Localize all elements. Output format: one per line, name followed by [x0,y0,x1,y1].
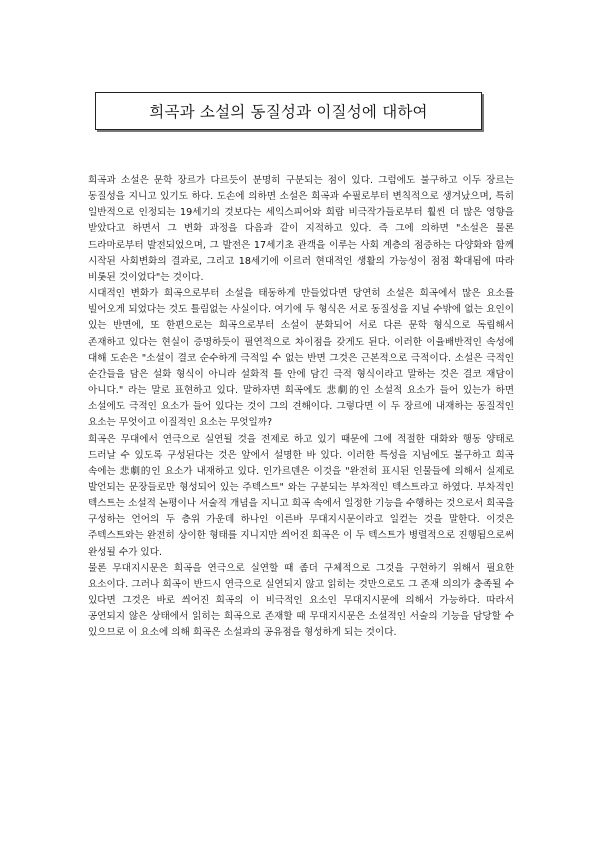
paragraph-4: 물론 무대지시문은 희곡을 연극으로 실연할 때 좀더 구체적으로 그것을 구현하기 위해서 필요한 요소이다. 그러나 희곡이 반드시 연극으로 실연되지 않고 읽히는 것만으로도 그 존재 의의가 충족될 수 있다면 그것은 바로 씌어진 희곡의 이 비극적인 요소인 무대지시문에 의해서 가능하다. 따라서 공연되지 않은 상태에서 읽히는 희곡으로 존재할 때 무대지시문은 소설적인 서술의 기능을 담당할 수 있으므로 이 요소에 의해 희곡은 소설과의 공유점을 형성하게 되는 것이다. [88,562,514,639]
paragraph-3: 희곡은 무대에서 연극으로 실연될 것을 전제로 하고 있기 때문에 그에 적절한 대화와 행동 양태로 드러날 수 있도록 구성된다는 것은 앞에서 설명한 바 있다. 이러한 특성을 지님에도 불구하고 희곡 속에는 悲劇的인 요소가 내재하고 있다. 인가르덴은 이것을 "완전히 표시된 인물들에 의해서 실제로 발언되는 문장들로만 형성되어 있는 주텍스트" 와는 구분되는 부차적인 텍스트라고 하였다. 부차적인 텍스트는 소설적 논평이나 서술적 개념을 지니고 희곡 속에서 일정한 기능을 수행하는 것으로서 희곡을 구성하는 언어의 두 층위 가운데 하나인 이른바 무대지시문이라고 일컫는 것을 말한다. 이것은 주텍스트와는 완전히 상이한 형태를 지니지만 씌어진 희곡은 이 두 텍스트가 병렬적으로 진행됨으로써 완성될 수가 있다. [88,433,515,558]
paragraph-1: 희곡과 소설은 문학 장르가 다르듯이 분명히 구분되는 점이 있다. 그럼에도 불구하고 이두 장르는 동질성을 지니고 있기도 하다. 도손에 의하면 소설은 희곡과 수필로부터 변칙적으로 생겨났으며, 특히 일반적으로 인정되는 19세기의 것보다는 세익스피어와 희랍 비극작가들로부터 훨씬 더 많은 영향을 받았다고 하면서 그 변화 과정을 다음과 같이 지적하고 있다. 즉 그에 의하면 "소설은 물론 드라마로부터 발전되었으며, 그 발전은 17세기초 관객을 이루는 사회 계층의 점증하는 다양화와 함께 시작된 사회변화의 결과로, 그리고 18세기에 이르러 현대적인 생활의 가능성이 점점 확대됨에 따라 비롯된 것이었다"는 것이다. [88,175,514,283]
title-box [95,92,482,130]
paragraph-2: 시대적인 변화가 희곡으로부터 소설을 태동하게 만들었다면 당연히 소설은 희곡에서 많은 요소를 빌어오게 되었다는 것도 틀림없는 사실이다. 여기에 두 형식은 서로 동질성을 지닐 수밖에 없는 요인이 있는 반면에, 또 한편으로는 희곡으로부터 소설이 분화되어 서로 다른 문학 형식으로 독립해서 존재하고 있다는 현실이 증명하듯이 필연적으로 차이점을 갖게도 된다. 이러한 이율배반적인 속성에 대해 도손은 "소설이 결코 순수하게 극적일 수 없는 반면 그것은 근본적으로 극적이다. 소설은 극적인 순간들을 담은 설화 형식이 아니라 설화적 틀 안에 담긴 극적 형식이라고 말하는 것은 결코 재담이 아니다." 라는 말로 표현하고 있다. 말하자면 희곡에도 悲劇的인 소설적 요소가 들어 있는가 하면 소설에도 극적인 요소가 들어 있다는 것이 그의 견해이다. 그렇다면 이 두 장르에 내재하는 동질적인 요소는 무엇이고 이질적인 요소는 무엇일까? [88,288,514,429]
document-body [88,173,514,642]
document-title: 희곡과 소설의 동질성과 이질성에 대하여 [149,103,428,121]
